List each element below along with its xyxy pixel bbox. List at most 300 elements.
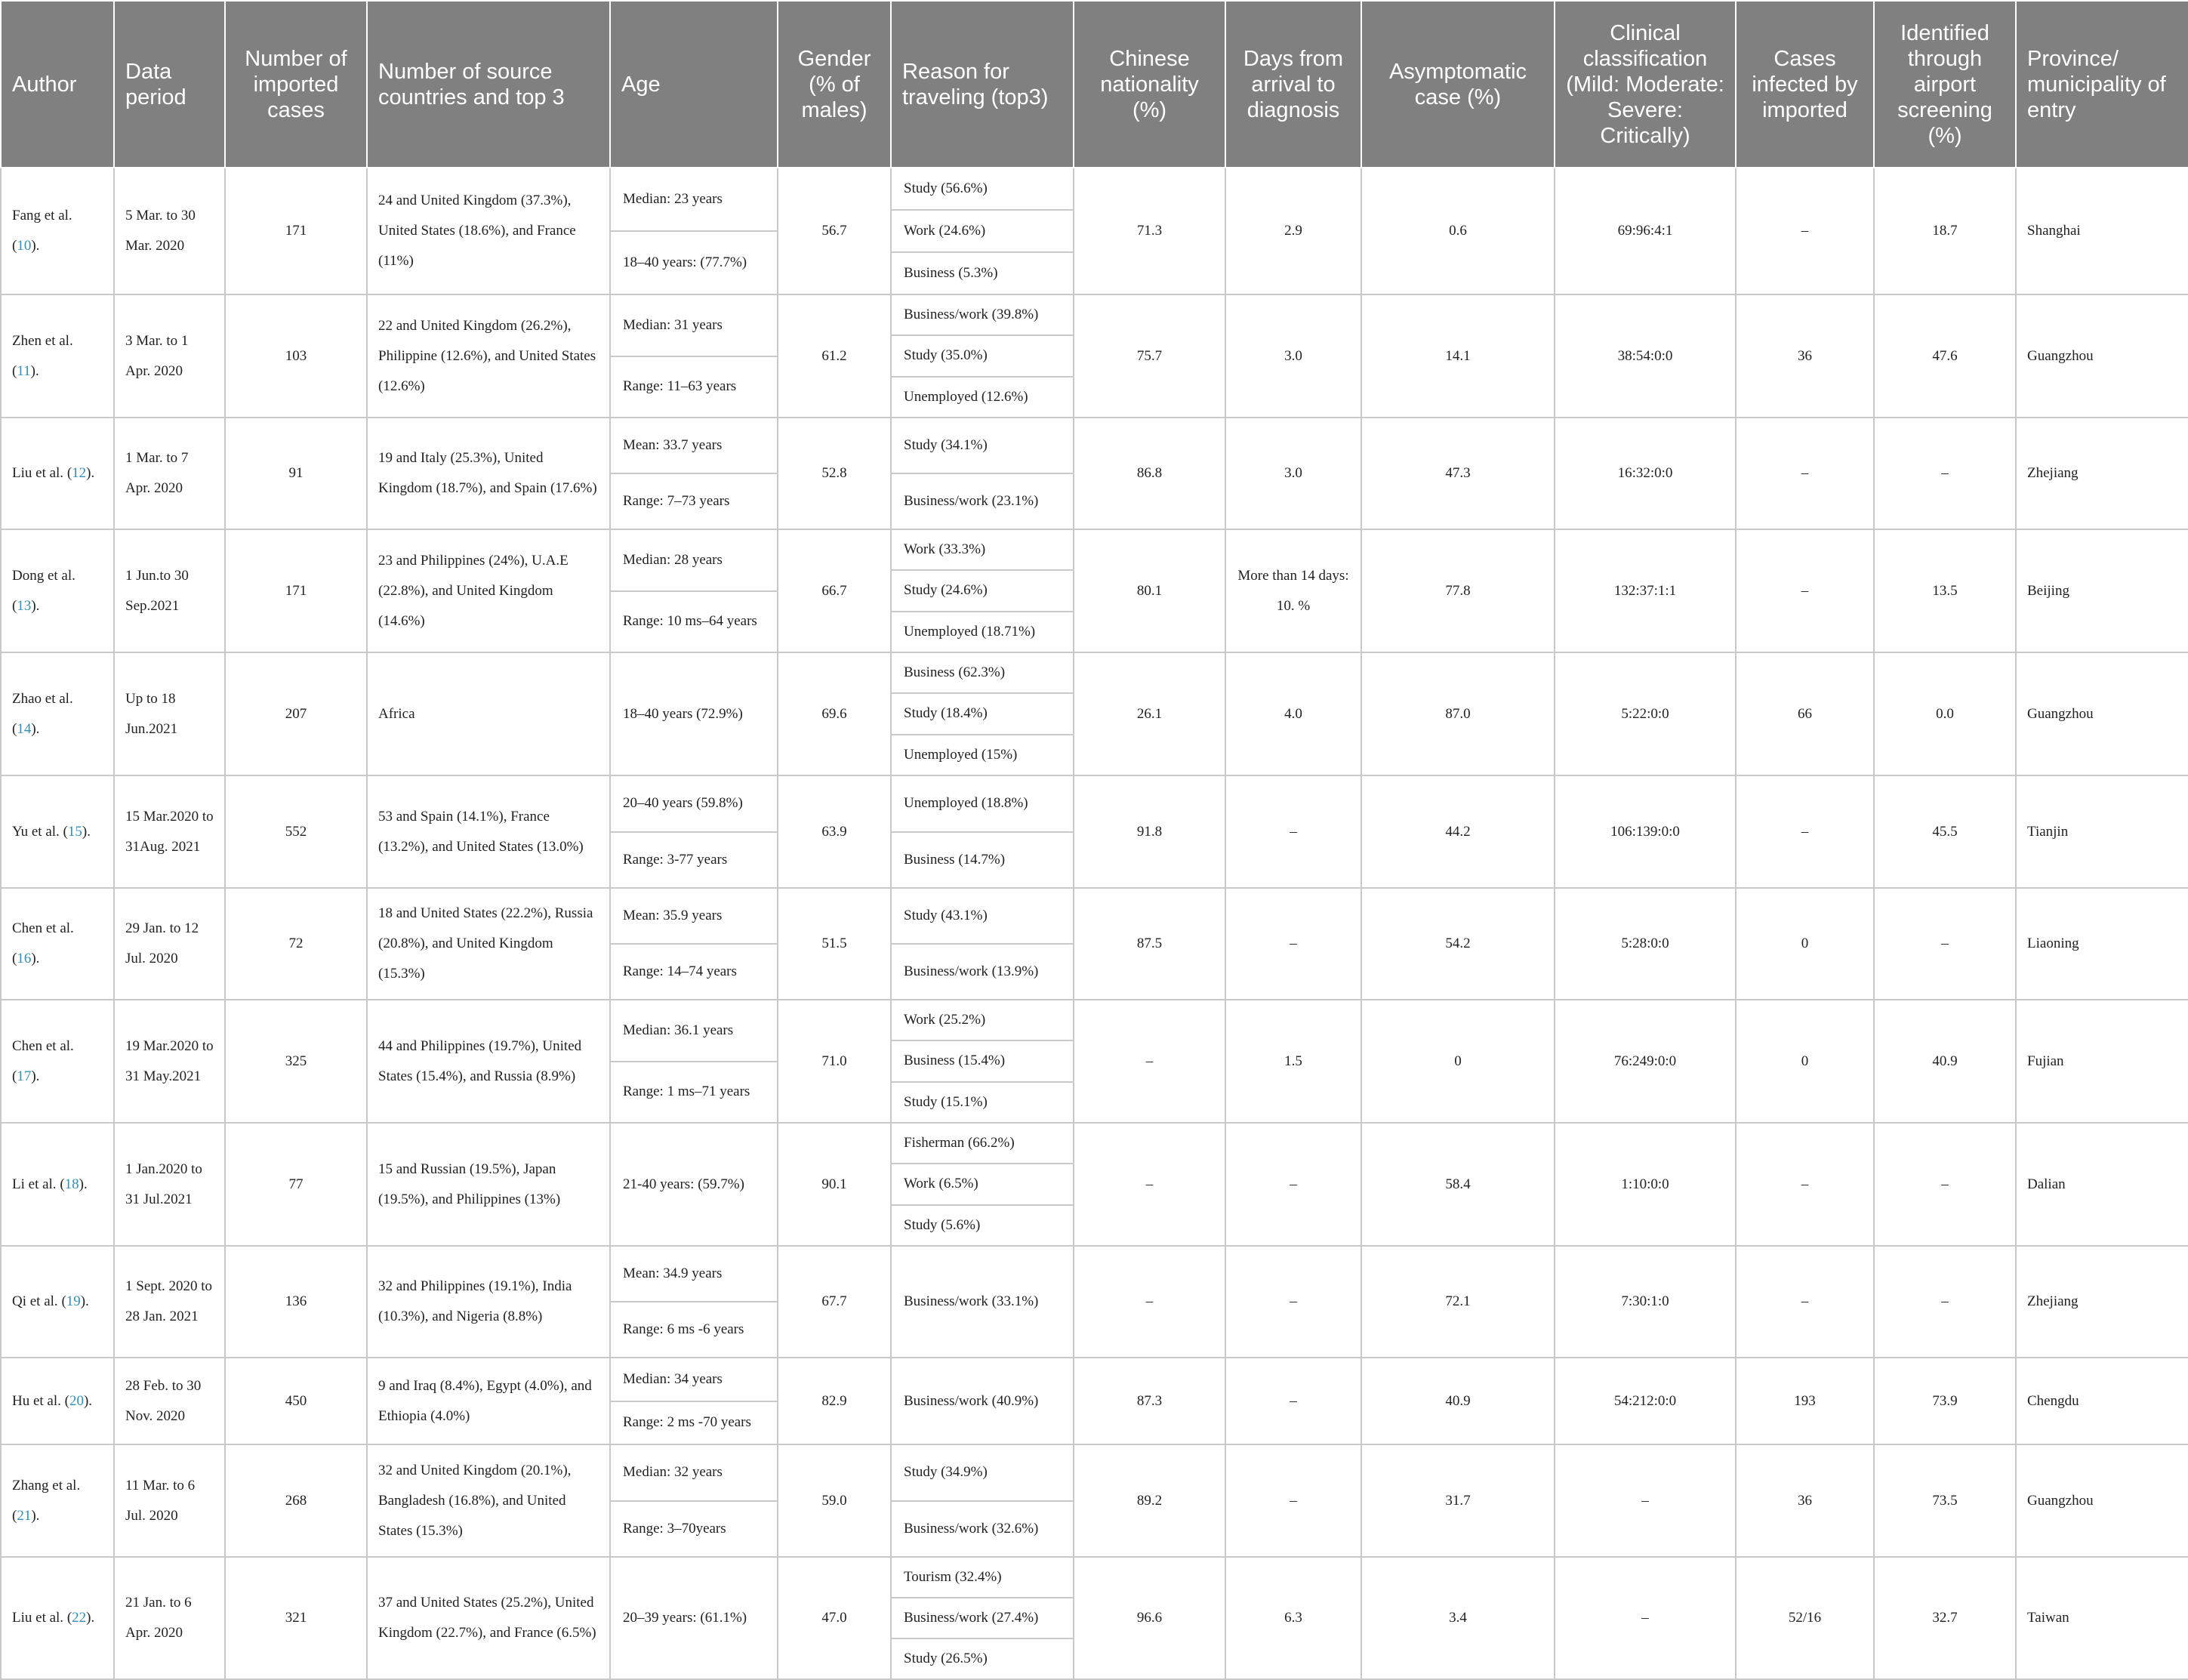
reason-entry: Study (5.6%) xyxy=(892,1204,1073,1245)
table-row xyxy=(1,1246,2188,1358)
airport-screening-cell: 45.5 xyxy=(1874,775,2016,888)
data-period-cell: 15 Mar.2020 to 31Aug. 2021 xyxy=(114,775,225,888)
source-countries-cell: 18 and United States (22.2%), Russia (20.8%), and United Kingdom (15.3%) xyxy=(367,888,610,1000)
age-cell xyxy=(610,294,778,418)
days-to-diagnosis-cell: – xyxy=(1225,1246,1361,1358)
header-days-to-diagnosis: Days from arrival to diagnosis xyxy=(1225,1,1361,168)
source-countries-cell: 15 and Russian (19.5%), Japan (19.5%), and Philippines (13%) xyxy=(367,1123,610,1246)
header-clinical-classification: Clinical classification (Mild: Moderate: Severe: Critically) xyxy=(1555,1,1736,168)
reasons-stack xyxy=(892,776,1073,887)
reasons-stack xyxy=(892,530,1073,652)
table-row xyxy=(1,418,2188,529)
clinical-classification-cell: 16:32:0:0 xyxy=(1555,418,1736,529)
cases-infected-cell: – xyxy=(1736,775,1874,888)
days-to-diagnosis-cell: – xyxy=(1225,1123,1361,1246)
clinical-classification-cell: 76:249:0:0 xyxy=(1555,1000,1736,1123)
clinical-classification-cell: 132:37:1:1 xyxy=(1555,529,1736,652)
province-cell: Beijing xyxy=(2016,529,2188,652)
reason-entry: Study (34.1%) xyxy=(904,437,988,453)
author-cell: Zhao et al. (14). xyxy=(1,652,114,775)
author-cell: Yu et al. (15). xyxy=(1,775,114,888)
gender-cell: 59.0 xyxy=(778,1444,891,1557)
reason-entry: Unemployed (15%) xyxy=(892,734,1073,775)
author-cell: Hu et al. (20). xyxy=(1,1358,114,1444)
chinese-nationality-cell: 89.2 xyxy=(1074,1444,1225,1557)
chinese-nationality-cell: – xyxy=(1074,1000,1225,1123)
province-cell: Taiwan xyxy=(2016,1557,2188,1679)
asymptomatic-cell: 14.1 xyxy=(1361,294,1555,418)
reason-cell xyxy=(891,1000,1074,1123)
province-cell: Chengdu xyxy=(2016,1358,2188,1444)
days-to-diagnosis-cell: 3.0 xyxy=(1225,418,1361,529)
source-countries-cell: 24 and United Kingdom (37.3%), United States (18.6%), and France (11%) xyxy=(367,168,610,294)
airport-screening-cell: 13.5 xyxy=(1874,529,2016,652)
airport-screening-cell: 0.0 xyxy=(1874,652,2016,775)
reason-cell xyxy=(891,168,1074,294)
asymptomatic-cell: 31.7 xyxy=(1361,1444,1555,1557)
table-row xyxy=(1,1123,2188,1246)
reason-entry: Business/work (27.4%) xyxy=(892,1597,1073,1638)
reference-link[interactable]: 11 xyxy=(17,362,31,379)
author-name: Dong et al. xyxy=(12,567,76,584)
reason-cell xyxy=(891,888,1074,1000)
author-name: Liu et al. xyxy=(12,465,64,481)
source-countries-cell: 22 and United Kingdom (26.2%), Philippine (12.6%), and United States (12.6%) xyxy=(367,294,610,418)
header-cases-infected: Cases infected by imported xyxy=(1736,1,1874,168)
source-countries-cell: Africa xyxy=(367,652,610,775)
reason-cell xyxy=(891,1123,1074,1246)
reference-link[interactable]: 21 xyxy=(17,1507,32,1524)
table-row xyxy=(1,775,2188,888)
data-period-cell: 5 Mar. to 30 Mar. 2020 xyxy=(114,168,225,294)
airport-screening-cell: 40.9 xyxy=(1874,1000,2016,1123)
table-row xyxy=(1,888,2188,1000)
age-stack xyxy=(611,1124,777,1245)
age-entry: Median: 28 years xyxy=(623,551,723,568)
reason-entry: Work (33.3%) xyxy=(904,541,986,558)
chinese-nationality-cell: 75.7 xyxy=(1074,294,1225,418)
age-cell xyxy=(610,168,778,294)
asymptomatic-cell: 0 xyxy=(1361,1000,1555,1123)
age-stack xyxy=(611,1247,777,1357)
author-name: Zhen et al. xyxy=(12,332,73,349)
days-to-diagnosis-cell: More than 14 days: 10. % xyxy=(1225,529,1361,652)
age-entry: 18–40 years: (77.7%) xyxy=(611,230,777,294)
province-cell: Guangzhou xyxy=(2016,294,2188,418)
age-entry: Range: 6 ms -6 years xyxy=(611,1301,777,1357)
gender-cell: 82.9 xyxy=(778,1358,891,1444)
clinical-classification-cell: 69:96:4:1 xyxy=(1555,168,1736,294)
data-period-cell: Up to 18 Jun.2021 xyxy=(114,652,225,775)
age-cell xyxy=(610,1557,778,1679)
reasons-stack xyxy=(892,1445,1073,1556)
province-cell: Fujian xyxy=(2016,1000,2188,1123)
data-period-cell: 3 Mar. to 1 Apr. 2020 xyxy=(114,294,225,418)
header-author: Author xyxy=(1,1,114,168)
reasons-stack xyxy=(892,1358,1073,1444)
province-cell: Liaoning xyxy=(2016,888,2188,1000)
reference-link[interactable]: 14 xyxy=(17,720,32,737)
chinese-nationality-cell: 91.8 xyxy=(1074,775,1225,888)
age-entry: Median: 36.1 years xyxy=(623,1022,734,1038)
reference-link[interactable]: 17 xyxy=(17,1068,32,1084)
data-period-cell: 1 Jun.to 30 Sep.2021 xyxy=(114,529,225,652)
asymptomatic-cell: 0.6 xyxy=(1361,168,1555,294)
cases-infected-cell: – xyxy=(1736,1123,1874,1246)
reason-entry: Business/work (33.1%) xyxy=(904,1293,1039,1309)
imported-cases-cell: 268 xyxy=(225,1444,367,1557)
reason-entry: Work (6.5%) xyxy=(892,1163,1073,1204)
imported-cases-cell: 325 xyxy=(225,1000,367,1123)
reason-entry: Business/work (39.8%) xyxy=(904,307,1039,323)
gender-cell: 52.8 xyxy=(778,418,891,529)
clinical-classification-cell: 54:212:0:0 xyxy=(1555,1358,1736,1444)
asymptomatic-cell: 44.2 xyxy=(1361,775,1555,888)
cases-infected-cell: – xyxy=(1736,418,1874,529)
asymptomatic-cell: 77.8 xyxy=(1361,529,1555,652)
reasons-stack xyxy=(892,889,1073,999)
chinese-nationality-cell: – xyxy=(1074,1123,1225,1246)
age-cell xyxy=(610,418,778,529)
days-to-diagnosis-cell: 3.0 xyxy=(1225,294,1361,418)
reason-cell xyxy=(891,1444,1074,1557)
chinese-nationality-cell: 87.5 xyxy=(1074,888,1225,1000)
header-province: Province/ municipality of entry xyxy=(2016,1,2188,168)
age-stack xyxy=(611,776,777,887)
reason-entry: Business/work (32.6%) xyxy=(892,1500,1073,1557)
header-data-period: Data period xyxy=(114,1,225,168)
reason-cell xyxy=(891,529,1074,652)
chinese-nationality-cell: 86.8 xyxy=(1074,418,1225,529)
clinical-classification-cell: 7:30:1:0 xyxy=(1555,1246,1736,1358)
age-stack xyxy=(611,889,777,999)
imported-cases-cell: 552 xyxy=(225,775,367,888)
clinical-classification-cell: – xyxy=(1555,1557,1736,1679)
asymptomatic-cell: 58.4 xyxy=(1361,1123,1555,1246)
gender-cell: 47.0 xyxy=(778,1557,891,1679)
airport-screening-cell: 32.7 xyxy=(1874,1557,2016,1679)
imported-cases-cell: 77 xyxy=(225,1123,367,1246)
cases-infected-cell: – xyxy=(1736,168,1874,294)
reason-entry: Business (5.3%) xyxy=(892,251,1073,294)
chinese-nationality-cell: 26.1 xyxy=(1074,652,1225,775)
age-stack xyxy=(611,295,777,417)
data-period-cell: 1 Jan.2020 to 31 Jul.2021 xyxy=(114,1123,225,1246)
age-stack xyxy=(611,1445,777,1556)
age-entry: Median: 34 years xyxy=(623,1370,723,1387)
reason-entry: Unemployed (18.71%) xyxy=(892,611,1073,652)
chinese-nationality-cell: 80.1 xyxy=(1074,529,1225,652)
author-cell: Fang et al. (10). xyxy=(1,168,114,294)
reason-entry: Study (35.0%) xyxy=(892,334,1073,375)
reference-link[interactable]: 18 xyxy=(64,1176,79,1192)
reason-entry: Fisherman (66.2%) xyxy=(904,1135,1015,1151)
reasons-stack xyxy=(892,1124,1073,1245)
age-entry: Mean: 34.9 years xyxy=(623,1265,723,1281)
author-cell: Dong et al. (13). xyxy=(1,529,114,652)
days-to-diagnosis-cell: 1.5 xyxy=(1225,1000,1361,1123)
asymptomatic-cell: 87.0 xyxy=(1361,652,1555,775)
author-name: Zhao et al. xyxy=(12,690,73,707)
table-row xyxy=(1,1000,2188,1123)
gender-cell: 66.7 xyxy=(778,529,891,652)
age-entry: Mean: 33.7 years xyxy=(623,437,723,453)
reference-link[interactable]: 20 xyxy=(69,1392,84,1409)
author-name: Fang et al. xyxy=(12,208,72,223)
author-name: Qi et al. xyxy=(12,1293,58,1309)
age-entry: Mean: 35.9 years xyxy=(623,908,723,923)
reasons-stack xyxy=(892,168,1073,294)
source-countries-cell: 32 and United Kingdom (20.1%), Bangladesh (16.8%), and United States (15.3%) xyxy=(367,1444,610,1557)
data-period-cell: 28 Feb. to 30 Nov. 2020 xyxy=(114,1358,225,1444)
table-row xyxy=(1,1358,2188,1444)
author-name: Zhang et al. xyxy=(12,1477,81,1494)
age-entry: Range: 2 ms -70 years xyxy=(611,1401,777,1444)
age-cell xyxy=(610,1246,778,1358)
data-period-cell: 19 Mar.2020 to 31 May.2021 xyxy=(114,1000,225,1123)
reference-link[interactable]: 19 xyxy=(66,1293,81,1309)
age-stack xyxy=(611,653,777,775)
province-cell: Zhejiang xyxy=(2016,418,2188,529)
author-cell: Zhang et al. (21). xyxy=(1,1444,114,1557)
gender-cell: 69.6 xyxy=(778,652,891,775)
age-entry: Median: 31 years xyxy=(623,316,723,333)
airport-screening-cell: – xyxy=(1874,418,2016,529)
age-entry: Median: 23 years xyxy=(623,191,723,207)
age-cell xyxy=(610,1444,778,1557)
header-asymptomatic: Asymptomatic case (%) xyxy=(1361,1,1555,168)
reason-entry: Business (62.3%) xyxy=(904,664,1006,681)
age-stack xyxy=(611,1558,777,1678)
clinical-classification-cell: 5:22:0:0 xyxy=(1555,652,1736,775)
header-airport-screening: Identified through airport screening (%) xyxy=(1874,1,2016,168)
age-cell xyxy=(610,888,778,1000)
reference-link[interactable]: 22 xyxy=(72,1610,87,1626)
header-chinese-nationality: Chinese nationality (%) xyxy=(1074,1,1225,168)
province-cell: Shanghai xyxy=(2016,168,2188,294)
source-countries-cell: 9 and Iraq (8.4%), Egypt (4.0%), and Ethiopia (4.0%) xyxy=(367,1358,610,1444)
reasons-stack xyxy=(892,1000,1073,1122)
reason-entry: Study (43.1%) xyxy=(904,908,988,923)
clinical-classification-cell: 1:10:0:0 xyxy=(1555,1123,1736,1246)
gender-cell: 61.2 xyxy=(778,294,891,418)
reason-entry: Study (34.9%) xyxy=(904,1464,988,1481)
cases-infected-cell: 66 xyxy=(1736,652,1874,775)
reason-entry: Unemployed (12.6%) xyxy=(892,376,1073,417)
reasons-stack xyxy=(892,1247,1073,1357)
reference-link[interactable]: 15 xyxy=(67,823,82,840)
reason-entry: Business (15.4%) xyxy=(892,1040,1073,1080)
reference-link[interactable]: 13 xyxy=(17,597,32,614)
province-cell: Guangzhou xyxy=(2016,1444,2188,1557)
data-period-cell: 29 Jan. to 12 Jul. 2020 xyxy=(114,888,225,1000)
source-countries-cell: 37 and United States (25.2%), United Kingdom (22.7%), and France (6.5%) xyxy=(367,1557,610,1679)
reason-cell xyxy=(891,1557,1074,1679)
reason-cell xyxy=(891,418,1074,529)
age-entry: Range: 3-77 years xyxy=(611,831,777,888)
header-imported-cases: Number of imported cases xyxy=(225,1,367,168)
reference-link[interactable]: 16 xyxy=(17,951,32,966)
data-period-cell: 21 Jan. to 6 Apr. 2020 xyxy=(114,1557,225,1679)
age-cell xyxy=(610,775,778,888)
age-entry: Range: 14–74 years xyxy=(611,943,777,999)
reason-entry: Business (14.7%) xyxy=(892,831,1073,888)
source-countries-cell: 32 and Philippines (19.1%), India (10.3%), and Nigeria (8.8%) xyxy=(367,1246,610,1358)
imported-cases-cell: 207 xyxy=(225,652,367,775)
age-entry: 21-40 years: (59.7%) xyxy=(623,1176,744,1192)
reason-entry: Study (24.6%) xyxy=(892,569,1073,610)
reason-cell xyxy=(891,775,1074,888)
age-cell xyxy=(610,1123,778,1246)
days-to-diagnosis-cell: – xyxy=(1225,775,1361,888)
reason-entry: Study (18.4%) xyxy=(892,692,1073,733)
reason-cell xyxy=(891,1358,1074,1444)
reasons-stack xyxy=(892,295,1073,417)
imported-cases-cell: 450 xyxy=(225,1358,367,1444)
clinical-classification-cell: 106:139:0:0 xyxy=(1555,775,1736,888)
age-stack xyxy=(611,530,777,652)
gender-cell: 90.1 xyxy=(778,1123,891,1246)
cases-infected-cell: – xyxy=(1736,529,1874,652)
age-stack xyxy=(611,168,777,294)
reason-cell xyxy=(891,1246,1074,1358)
age-cell xyxy=(610,1358,778,1444)
province-cell: Dalian xyxy=(2016,1123,2188,1246)
reason-cell xyxy=(891,652,1074,775)
imported-cases-cell: 91 xyxy=(225,418,367,529)
clinical-classification-cell: – xyxy=(1555,1444,1736,1557)
gender-cell: 67.7 xyxy=(778,1246,891,1358)
province-cell: Tianjin xyxy=(2016,775,2188,888)
chinese-nationality-cell: 87.3 xyxy=(1074,1358,1225,1444)
age-entry: 18–40 years (72.9%) xyxy=(623,705,743,722)
author-cell: Chen et al. (16). xyxy=(1,888,114,1000)
author-cell: Liu et al. (22). xyxy=(1,1557,114,1679)
table-row xyxy=(1,168,2188,294)
cases-infected-cell: 193 xyxy=(1736,1358,1874,1444)
header-gender: Gender (% of males) xyxy=(778,1,891,168)
airport-screening-cell: 73.5 xyxy=(1874,1444,2016,1557)
province-cell: Guangzhou xyxy=(2016,652,2188,775)
asymptomatic-cell: 3.4 xyxy=(1361,1557,1555,1679)
author-cell: Qi et al. (19). xyxy=(1,1246,114,1358)
age-entry: 20–39 years: (61.1%) xyxy=(623,1610,747,1626)
asymptomatic-cell: 40.9 xyxy=(1361,1358,1555,1444)
header-source-countries: Number of source countries and top 3 xyxy=(367,1,610,168)
reason-cell xyxy=(891,294,1074,418)
reason-entry: Study (15.1%) xyxy=(892,1081,1073,1122)
days-to-diagnosis-cell: – xyxy=(1225,888,1361,1000)
age-cell xyxy=(610,652,778,775)
reason-entry: Work (24.6%) xyxy=(892,209,1073,251)
cases-infected-cell: 0 xyxy=(1736,1000,1874,1123)
gender-cell: 56.7 xyxy=(778,168,891,294)
imported-cases-cell: 103 xyxy=(225,294,367,418)
author-name: Chen et al. xyxy=(12,920,74,936)
days-to-diagnosis-cell: – xyxy=(1225,1444,1361,1557)
imported-cases-cell: 136 xyxy=(225,1246,367,1358)
reason-entry: Tourism (32.4%) xyxy=(904,1569,1002,1585)
reason-entry: Business/work (40.9%) xyxy=(904,1392,1039,1409)
cases-infected-cell: 36 xyxy=(1736,294,1874,418)
airport-screening-cell: 47.6 xyxy=(1874,294,2016,418)
author-cell: Zhen et al. (11). xyxy=(1,294,114,418)
days-to-diagnosis-cell: 2.9 xyxy=(1225,168,1361,294)
age-entry: 20–40 years (59.8%) xyxy=(623,795,743,812)
reasons-stack xyxy=(892,418,1073,529)
chinese-nationality-cell: 96.6 xyxy=(1074,1557,1225,1679)
author-cell: Li et al. (18). xyxy=(1,1123,114,1246)
gender-cell: 63.9 xyxy=(778,775,891,888)
age-entry: Range: 1 ms–71 years xyxy=(611,1061,777,1123)
source-countries-cell: 19 and Italy (25.3%), United Kingdom (18.7%), and Spain (17.6%) xyxy=(367,418,610,529)
asymptomatic-cell: 47.3 xyxy=(1361,418,1555,529)
age-entry: Range: 11–63 years xyxy=(611,356,777,418)
clinical-classification-cell: 38:54:0:0 xyxy=(1555,294,1736,418)
reason-entry: Study (56.6%) xyxy=(904,180,988,196)
source-countries-cell: 53 and Spain (14.1%), France (13.2%), and United States (13.0%) xyxy=(367,775,610,888)
airport-screening-cell: – xyxy=(1874,1123,2016,1246)
table-row xyxy=(1,529,2188,652)
chinese-nationality-cell: – xyxy=(1074,1246,1225,1358)
data-period-cell: 1 Mar. to 7 Apr. 2020 xyxy=(114,418,225,529)
data-period-cell: 1 Sept. 2020 to 28 Jan. 2021 xyxy=(114,1246,225,1358)
airport-screening-cell: 18.7 xyxy=(1874,168,2016,294)
age-entry: Range: 10 ms–64 years xyxy=(611,590,777,652)
author-cell: Chen et al. (17). xyxy=(1,1000,114,1123)
table-row xyxy=(1,1444,2188,1557)
table-row xyxy=(1,294,2188,418)
age-stack xyxy=(611,1358,777,1444)
imported-cases-cell: 321 xyxy=(225,1557,367,1679)
table-row xyxy=(1,652,2188,775)
days-to-diagnosis-cell: 6.3 xyxy=(1225,1557,1361,1679)
clinical-classification-cell: 5:28:0:0 xyxy=(1555,888,1736,1000)
reason-entry: Business/work (23.1%) xyxy=(892,473,1073,529)
age-stack xyxy=(611,1000,777,1122)
airport-screening-cell: – xyxy=(1874,1246,2016,1358)
reason-entry: Unemployed (18.8%) xyxy=(904,795,1028,812)
asymptomatic-cell: 72.1 xyxy=(1361,1246,1555,1358)
header-row xyxy=(1,1,2188,168)
imported-cases-cell: 72 xyxy=(225,888,367,1000)
author-name: Yu et al. xyxy=(12,823,60,840)
cases-infected-cell: 36 xyxy=(1736,1444,1874,1557)
age-entry: Median: 32 years xyxy=(623,1464,723,1481)
author-name: Li et al. xyxy=(12,1176,57,1192)
imported-cases-cell: 171 xyxy=(225,529,367,652)
reference-link[interactable]: 12 xyxy=(72,465,87,481)
age-cell xyxy=(610,529,778,652)
cases-infected-cell: 52/16 xyxy=(1736,1557,1874,1679)
airport-screening-cell: – xyxy=(1874,888,2016,1000)
cases-infected-cell: 0 xyxy=(1736,888,1874,1000)
reasons-stack xyxy=(892,1558,1073,1678)
reference-link[interactable]: 10 xyxy=(17,238,32,254)
reason-entry: Study (26.5%) xyxy=(892,1638,1073,1678)
days-to-diagnosis-cell: – xyxy=(1225,1358,1361,1444)
age-stack xyxy=(611,418,777,529)
province-cell: Zhejiang xyxy=(2016,1246,2188,1358)
imported-cases-cell: 171 xyxy=(225,168,367,294)
source-countries-cell: 44 and Philippines (19.7%), United States (15.4%), and Russia (8.9%) xyxy=(367,1000,610,1123)
reason-entry: Business/work (13.9%) xyxy=(892,943,1073,999)
table-row xyxy=(1,1557,2188,1679)
age-entry: Range: 7–73 years xyxy=(611,473,777,529)
reasons-stack xyxy=(892,653,1073,775)
cases-infected-cell: – xyxy=(1736,1246,1874,1358)
gender-cell: 71.0 xyxy=(778,1000,891,1123)
